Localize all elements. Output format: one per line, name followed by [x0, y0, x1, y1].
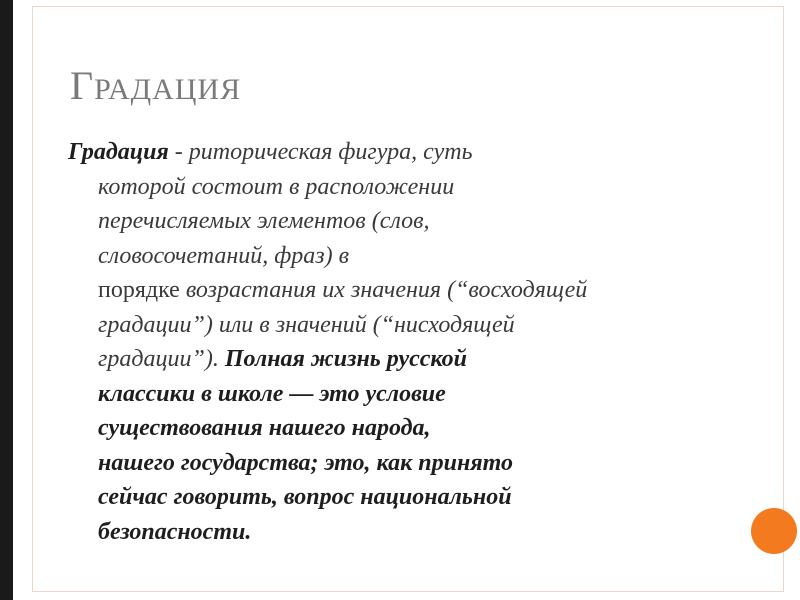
text-line-5: [68, 273, 748, 308]
text-line-7: [68, 342, 748, 377]
definition-line-4: словосочетаний, фраз) в: [98, 242, 350, 269]
title-first-letter: Г: [70, 63, 95, 108]
definition-line-5a: порядке: [98, 277, 180, 303]
definition-line-5b: возрастания их значения (“восходящей: [179, 277, 588, 303]
example-line-4: нашего государства; это, как принято: [98, 449, 513, 476]
text-line-1: [68, 135, 748, 170]
term-word: Градация: [68, 139, 169, 165]
definition-line-6: градации”) или в значений (“нисходящей: [98, 311, 515, 338]
example-line-2: классики в школе — это условие: [98, 380, 446, 407]
definition-paragraph: [68, 135, 748, 549]
dash: -: [168, 139, 189, 165]
orange-circle-decoration: [751, 508, 797, 554]
definition-line-3: перечисляемых элементов (слов,: [98, 208, 430, 234]
slide-title: [70, 63, 242, 108]
example-line-1: Полная жизнь русской: [224, 346, 468, 372]
title-rest: РАДАЦИЯ: [94, 73, 242, 106]
example-line-3: существования нашего народа,: [98, 415, 431, 441]
definition-line-7: градации”).: [98, 346, 225, 372]
definition-line-1: риторическая фигура, суть: [188, 139, 473, 165]
example-line-5: сейчас говорить, вопрос национальной: [98, 484, 512, 510]
definition-line-2: которой состоит в расположении: [98, 173, 455, 200]
left-decorative-bar: [0, 0, 13, 600]
example-line-6: безопасности.: [98, 518, 252, 545]
